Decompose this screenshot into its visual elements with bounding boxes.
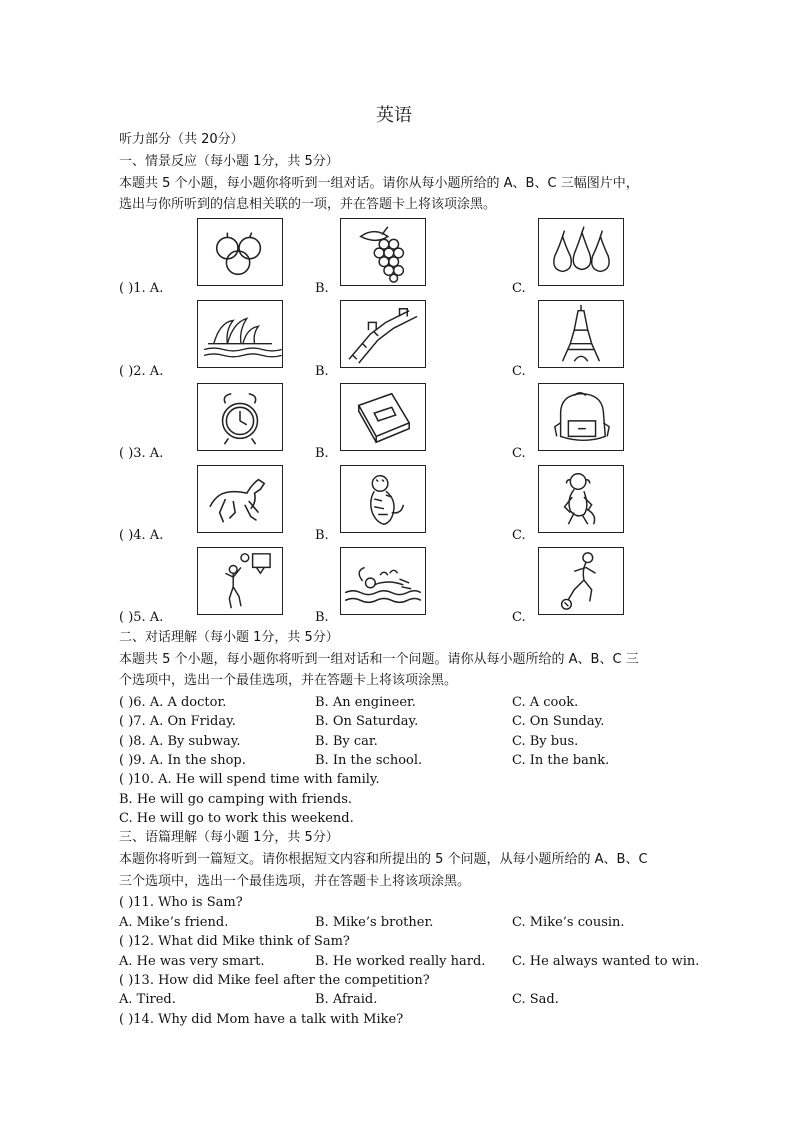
section1-heading: 一、情景反应（每小题 1分，共 5分） (119, 154, 339, 169)
q5-option-c: C. (512, 610, 526, 625)
q10-option-b: B. He will go camping with friends. (119, 792, 353, 807)
q3-prefix: ( )3. A. (119, 446, 164, 461)
q4-option-c: C. (512, 528, 526, 543)
q9-stem: ( )9. A. In the shop. (119, 753, 246, 768)
section2-instruction-2: 个选项中，选出一个最佳选项，并在答题卡上将该项涂黑。 (119, 673, 458, 688)
q10-option-c: C. He will go to work this weekend. (119, 811, 354, 826)
q13-option-c: C. Sad. (512, 992, 559, 1007)
q13-stem: ( )13. How did Mike feel after the competition? (119, 973, 430, 988)
section3-instruction-1: 本题你将听到一篇短文。请你根据短文内容和所提出的 5 个问题，从每小题所给的 A、B、C (119, 852, 648, 867)
q4-prefix: ( )4. A. (119, 528, 164, 543)
q12-option-b: B. He worked really hard. (315, 954, 486, 969)
q3-option-c: C. (512, 446, 526, 461)
basketball-player-icon (197, 547, 283, 615)
section3-heading: 三、语篇理解（每小题 1分，共 5分） (119, 830, 339, 845)
q6-stem: ( )6. A. A doctor. (119, 695, 227, 710)
great-wall-icon (340, 300, 426, 368)
pears-icon (538, 218, 624, 286)
q7-stem: ( )7. A. On Friday. (119, 714, 236, 729)
q11-option-a: A. Mike’s friend. (119, 915, 229, 930)
eiffel-tower-icon (538, 300, 624, 368)
q12-option-c: C. He always wanted to win. (512, 954, 700, 969)
q3-option-b: B. (315, 446, 329, 461)
book-icon (340, 383, 426, 451)
backpack-icon (538, 383, 624, 451)
listening-header: 听力部分（共 20分） (119, 132, 244, 147)
grapes-icon (340, 218, 426, 286)
page-title: 英语 (376, 105, 412, 126)
q5-option-b: B. (315, 610, 329, 625)
q13-option-a: A. Tired. (119, 992, 176, 1007)
q1-option-b: B. (315, 281, 329, 296)
section1-instruction-1: 本题共 5 个小题，每小题你将听到一组对话。请你从每小题所给的 A、B、C 三幅图片中， (119, 176, 639, 191)
q11-stem: ( )11. Who is Sam? (119, 895, 243, 910)
q10-stem: ( )10. A. He will spend time with family. (119, 772, 380, 787)
monkey-icon (538, 465, 624, 533)
alarm-clock-icon (197, 383, 283, 451)
q2-option-b: B. (315, 364, 329, 379)
q8-option-b: B. By car. (315, 734, 378, 749)
q2-prefix: ( )2. A. (119, 364, 164, 379)
q1-prefix: ( )1. A. (119, 281, 164, 296)
q6-option-c: C. A cook. (512, 695, 579, 710)
q7-option-b: B. On Saturday. (315, 714, 419, 729)
q11-option-b: B. Mike’s brother. (315, 915, 434, 930)
q2-option-c: C. (512, 364, 526, 379)
q1-option-c: C. (512, 281, 526, 296)
section1-instruction-2: 选出与你所听到的信息相关联的一项，并在答题卡上将该项涂黑。 (119, 197, 497, 212)
q11-option-c: C. Mike’s cousin. (512, 915, 625, 930)
swimmer-icon (340, 547, 426, 615)
q6-option-b: B. An engineer. (315, 695, 416, 710)
section3-instruction-2: 三个选项中，选出一个最佳选项，并在答题卡上将该项涂黑。 (119, 874, 471, 889)
apples-icon (197, 218, 283, 286)
soccer-player-icon (538, 547, 624, 615)
tiger-icon (340, 465, 426, 533)
q4-option-b: B. (315, 528, 329, 543)
q13-option-b: B. Afraid. (315, 992, 378, 1007)
section2-heading: 二、对话理解（每小题 1分，共 5分） (119, 630, 339, 645)
q12-option-a: A. He was very smart. (119, 954, 265, 969)
q8-stem: ( )8. A. By subway. (119, 734, 241, 749)
q5-prefix: ( )5. A. (119, 610, 164, 625)
q8-option-c: C. By bus. (512, 734, 579, 749)
q7-option-c: C. On Sunday. (512, 714, 605, 729)
section2-instruction-1: 本题共 5 个小题，每小题你将听到一组对话和一个问题。请你从每小题所给的 A、B、C 三 (119, 652, 639, 667)
q12-stem: ( )12. What did Mike think of Sam? (119, 934, 350, 949)
sydney-opera-house-icon (197, 300, 283, 368)
q14-stem: ( )14. Why did Mom have a talk with Mike? (119, 1012, 404, 1027)
q9-option-b: B. In the school. (315, 753, 423, 768)
q9-option-c: C. In the bank. (512, 753, 610, 768)
horse-icon (197, 465, 283, 533)
